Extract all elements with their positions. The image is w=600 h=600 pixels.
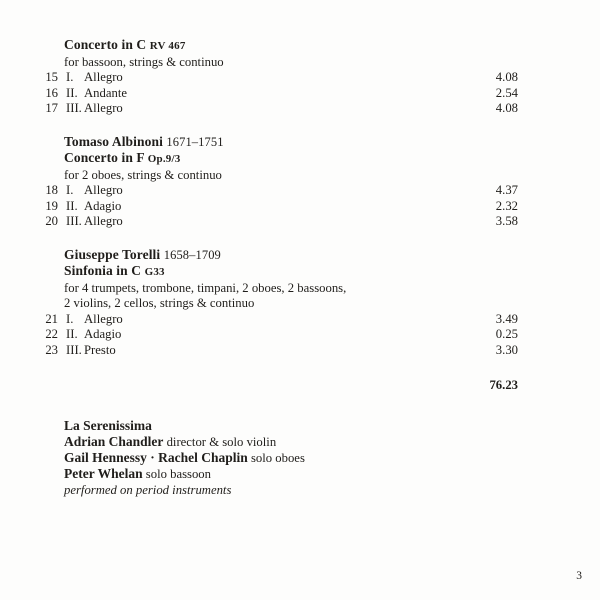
track-row	[38, 183, 518, 199]
performer-name: Adrian Chandler	[64, 433, 164, 449]
movement-numeral: II.	[66, 85, 78, 100]
scoring-line: 2 violins, 2 cellos, strings & continuo	[64, 296, 255, 310]
work-title: Concerto in F	[64, 150, 145, 165]
track-row	[38, 327, 518, 343]
work-section	[38, 247, 518, 359]
track-duration: 3.58	[495, 214, 518, 228]
movement-numeral: III.	[66, 101, 82, 115]
track-row	[38, 343, 518, 359]
performer-role: director & solo violin	[166, 434, 277, 449]
performer-role: solo oboes	[250, 450, 305, 465]
total-duration: 76.23	[489, 378, 518, 392]
movement-numeral: II.	[66, 198, 78, 213]
performance-note: performed on period instruments	[64, 482, 232, 497]
track-duration: 3.49	[495, 311, 518, 326]
catalog-number: RV 467	[149, 40, 186, 52]
track-number: 16	[45, 85, 58, 100]
track-number: 23	[45, 342, 58, 357]
composer-name: Tomaso Albinoni	[64, 133, 163, 149]
track-duration: 3.30	[495, 342, 518, 357]
movement-name: Allegro	[84, 214, 123, 228]
credits-block	[64, 418, 518, 498]
movement-name: Allegro	[84, 183, 123, 197]
track-duration: 2.32	[495, 198, 518, 213]
work-title-line	[64, 150, 518, 168]
track-row	[38, 312, 518, 328]
track-number: 17	[45, 101, 58, 115]
performer-line	[64, 466, 518, 482]
movement-numeral: III.	[66, 342, 82, 357]
movement-name: Allegro	[84, 101, 123, 115]
page-number: 3	[576, 570, 582, 582]
composer-line	[64, 134, 518, 151]
track-duration: 4.08	[495, 101, 518, 115]
composer-dates: 1671–1751	[166, 134, 224, 149]
performer-name: Peter Whelan	[64, 465, 143, 481]
movement-numeral: II.	[66, 327, 78, 341]
track-number: 18	[45, 183, 58, 197]
track-row	[38, 70, 518, 86]
scoring-line: for bassoon, strings & continuo	[64, 54, 224, 69]
catalog-number: G33	[144, 266, 165, 278]
movement-name: Andante	[84, 85, 127, 100]
track-duration: 2.54	[495, 85, 518, 100]
composer-line	[64, 247, 518, 264]
performer-name: Gail Hennessy · Rachel Chaplin	[64, 449, 248, 465]
track-duration: 4.37	[495, 183, 518, 197]
track-row	[38, 199, 518, 215]
work-title-line	[64, 37, 518, 55]
track-row	[38, 86, 518, 102]
movement-name: Presto	[84, 342, 116, 357]
movement-numeral: I.	[66, 311, 74, 326]
movement-name: Adagio	[84, 198, 122, 213]
movement-name: Allegro	[84, 311, 123, 326]
ensemble-name-text: La Serenissima	[64, 417, 152, 433]
work-title-line	[64, 263, 518, 281]
work-section	[38, 37, 518, 117]
composer-name: Giuseppe Torelli	[64, 246, 161, 262]
work-title: Concerto in C	[64, 37, 147, 52]
track-row	[38, 214, 518, 230]
track-number: 20	[45, 214, 58, 228]
movement-name: Adagio	[84, 327, 122, 341]
work-title: Sinfonia in C	[64, 263, 142, 278]
performer-role: solo bassoon	[145, 466, 211, 481]
movement-numeral: I.	[66, 70, 74, 84]
scoring-line: for 2 oboes, strings & continuo	[64, 167, 222, 182]
track-number: 19	[45, 198, 58, 213]
track-number: 22	[45, 327, 58, 341]
catalog-number: Op.9/3	[147, 153, 181, 165]
track-number: 15	[45, 70, 58, 84]
performer-line	[64, 434, 518, 450]
movement-numeral: I.	[66, 183, 74, 197]
track-number: 21	[45, 311, 58, 326]
work-section	[38, 134, 518, 230]
scoring-line: for 4 trumpets, trombone, timpani, 2 oboes, 2 bassoons,	[64, 280, 347, 295]
composer-dates: 1658–1709	[163, 247, 221, 262]
track-duration: 4.08	[495, 70, 518, 84]
movement-numeral: III.	[66, 214, 82, 228]
track-row	[38, 101, 518, 117]
ensemble-name	[64, 418, 518, 434]
track-duration: 0.25	[495, 327, 518, 341]
movement-name: Allegro	[84, 70, 123, 84]
track-listing	[38, 37, 518, 498]
performer-line	[64, 450, 518, 466]
